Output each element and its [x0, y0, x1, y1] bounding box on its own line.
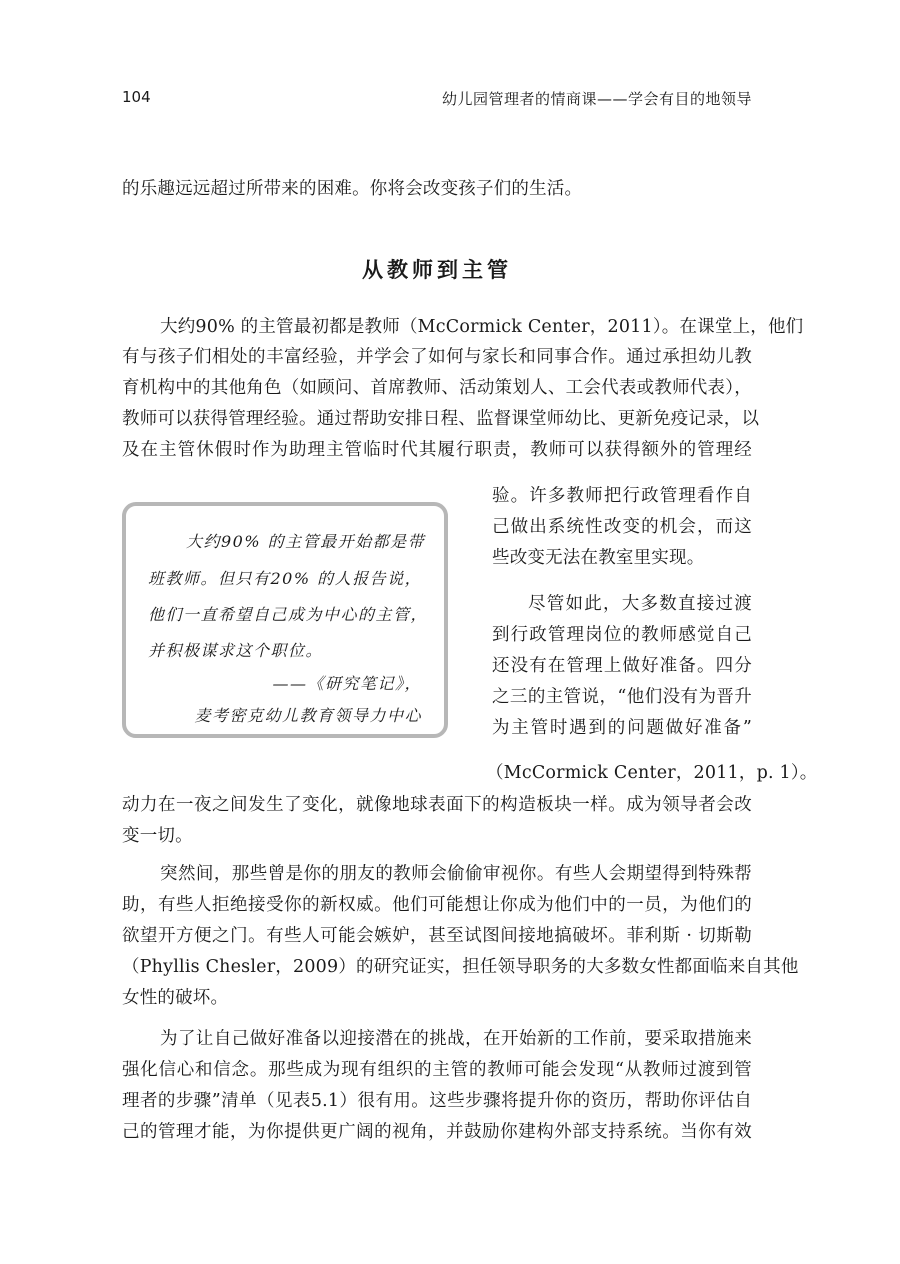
quote-line: 并积极谋求这个职位。: [148, 641, 324, 660]
paragraph-line: 突然间，那些曾是你的朋友的教师会偷偷审视你。有些人会期望得到特殊帮: [160, 864, 752, 884]
paragraph-line: 理者的步骤”清单（见表5.1）很有用。这些步骤将提升你的资历，帮助你评估自: [122, 1091, 752, 1111]
quote-line: 他们一直希望自己成为中心的主管，: [148, 605, 429, 624]
opening-line: 的乐趣远远超过所带来的困难。你将会改变孩子们的生活。: [122, 179, 583, 199]
paragraph-line: 验。许多教师把行政管理看作自: [492, 486, 752, 506]
page-header: [122, 88, 752, 112]
paragraph-line: 教师可以获得管理经验。通过帮助安排日程、监督课堂师幼比、更新免疫记录，以: [122, 409, 760, 429]
pull-quote-box: [122, 502, 448, 738]
page-number: 104: [122, 88, 151, 106]
paragraph-line: 大约90% 的主管最初都是教师（McCormick Center，2011）。在课堂上，他们: [160, 317, 804, 337]
quote-source: 麦考密克幼儿教育领导力中心: [194, 706, 422, 725]
paragraph-line: （McCormick Center，2011，p. 1）。: [486, 763, 818, 783]
paragraph-line: 强化信心和信念。那些成为现有组织的主管的教师可能会发现“从教师过渡到管: [122, 1060, 752, 1080]
quote-line: 大约90% 的主管最开始都是带: [186, 532, 426, 551]
running-title: 幼儿园管理者的情商课——学会有目的地领导: [441, 90, 752, 108]
paragraph-line: 己做出系统性改变的机会，而这: [492, 517, 752, 537]
paragraph-line: 之三的主管说，“他们没有为晋升: [492, 687, 752, 707]
paragraph-line: （Phyllis Chesler，2009）的研究证实，担任领导职务的大多数女性都面临来自其他: [122, 957, 799, 977]
paragraph-line: 变一切。: [122, 826, 193, 846]
paragraph-line: 动力在一夜之间发生了变化，就像地球表面下的构造板块一样。成为领导者会改: [122, 795, 752, 815]
quote-attribution: ——《研究笔记》，: [272, 674, 422, 693]
paragraph-line: 尽管如此，大多数直接过渡: [528, 594, 752, 614]
paragraph-line: 有与孩子们相处的丰富经验，并学会了如何与家长和同事合作。通过承担幼儿教: [122, 347, 752, 367]
paragraph-line: 些改变无法在教室里实现。: [492, 548, 705, 568]
paragraph-line: 为了让自己做好准备以迎接潜在的挑战，在开始新的工作前，要采取措施来: [160, 1029, 752, 1049]
paragraph-line: 己的管理才能，为你提供更广阔的视角，并鼓励你建构外部支持系统。当你有效: [122, 1122, 752, 1142]
paragraph-line: 助，有些人拒绝接受你的新权威。他们可能想让你成为他们中的一员，为他们的: [122, 895, 752, 915]
paragraph-line: 为主管时遇到的问题做好准备”: [492, 718, 752, 738]
paragraph-line: 女性的破坏。: [122, 988, 229, 1008]
paragraph-line: 欲望开方便之门。有些人可能会嫉妒，甚至试图间接地搞破坏。菲利斯 · 切斯勒: [122, 926, 752, 946]
paragraph-line: 还没有在管理上做好准备。四分: [492, 656, 752, 676]
paragraph-line: 到行政管理岗位的教师感觉自己: [492, 625, 752, 645]
paragraph-line: 及在主管休假时作为助理主管临时代其履行职责，教师可以获得额外的管理经: [122, 440, 752, 460]
section-title: 从教师到主管: [362, 258, 512, 282]
paragraph-line: 育机构中的其他角色（如顾问、首席教师、活动策划人、工会代表或教师代表），: [122, 378, 752, 398]
quote-line: 班教师。但只有20% 的人报告说，: [148, 569, 423, 588]
